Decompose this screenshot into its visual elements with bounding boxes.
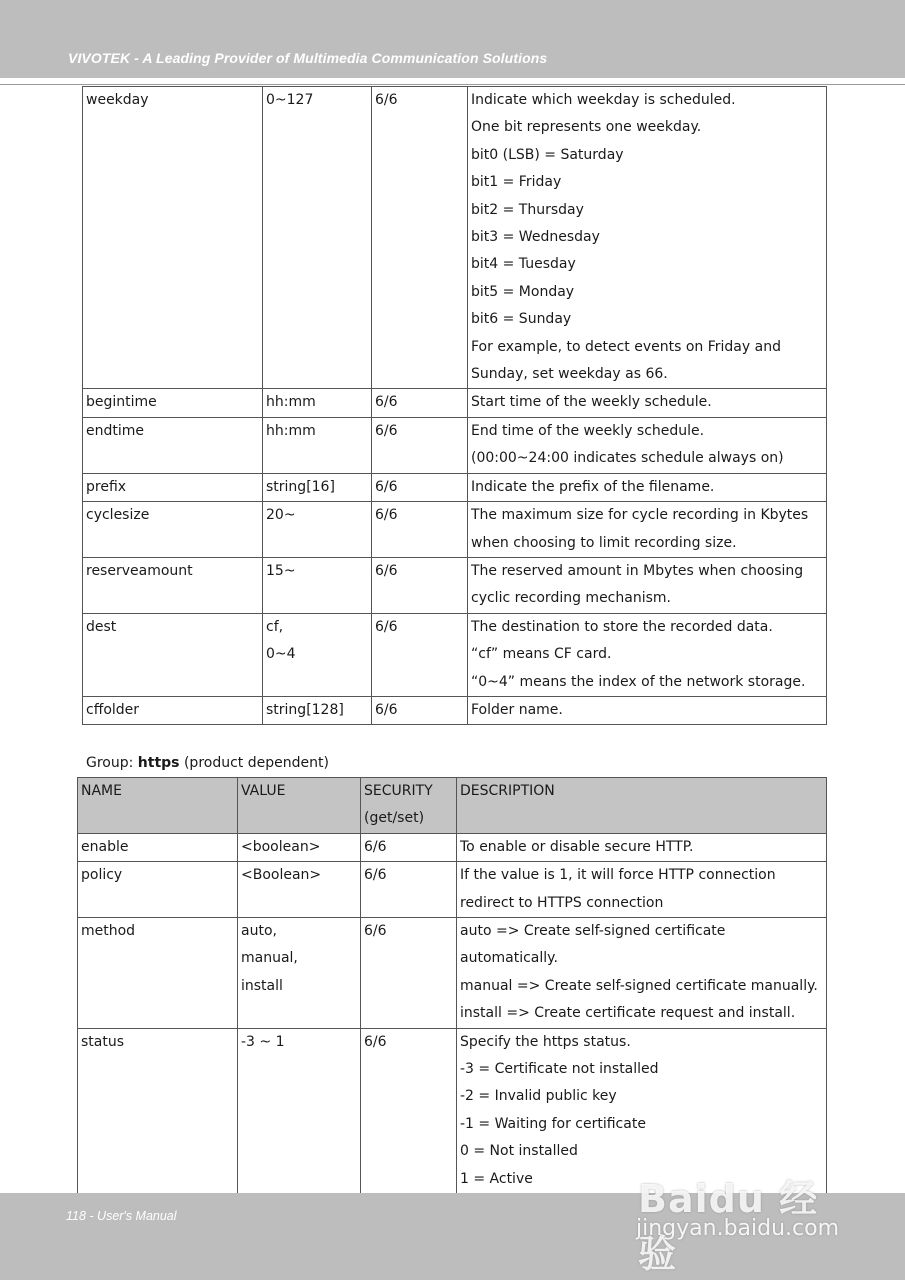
name-cell — [78, 862, 238, 918]
name-cell — [83, 87, 263, 389]
name-cell-text: dest — [86, 618, 117, 635]
table-row — [78, 862, 827, 918]
description-cell-line: The reserved amount in Mbytes when choosing — [471, 562, 804, 579]
value-cell — [238, 918, 361, 1029]
description-cell-line: (00:00~24:00 indicates schedule always on) — [471, 450, 784, 467]
security-cell — [372, 613, 468, 696]
security-cell-text: 6/6 — [375, 562, 398, 579]
table-row — [83, 557, 827, 613]
name-cell — [78, 833, 238, 861]
security-cell-text: 6/6 — [375, 422, 398, 439]
table-row — [78, 918, 827, 1029]
description-cell — [468, 502, 827, 558]
description-cell-line: Specify the https status. — [460, 1033, 631, 1050]
group-suffix: (product dependent) — [179, 755, 329, 771]
watermark-url: jingyan.baidu.com — [636, 1216, 840, 1241]
security-cell — [372, 417, 468, 473]
description-cell — [468, 473, 827, 501]
description-cell-line: Indicate which weekday is scheduled. — [471, 92, 736, 108]
security-cell-text: 6/6 — [364, 867, 387, 884]
value-cell-line: string[128] — [266, 701, 344, 718]
security-cell-text: 6/6 — [375, 507, 398, 524]
security-cell — [361, 918, 457, 1029]
security-cell — [361, 833, 457, 861]
description-cell-line: bit6 = Sunday — [471, 311, 572, 328]
name-cell-text: weekday — [86, 92, 149, 108]
security-cell — [372, 502, 468, 558]
value-cell — [263, 502, 372, 558]
name-cell — [78, 1028, 238, 1193]
value-cell-line: manual, — [241, 950, 298, 967]
table-row — [78, 833, 827, 861]
security-cell-text: 6/6 — [375, 394, 398, 411]
value-cell — [263, 613, 372, 696]
name-cell — [83, 502, 263, 558]
name-cell-text: cffolder — [86, 701, 140, 718]
value-cell-line: 15~ — [266, 562, 296, 579]
security-cell — [361, 1028, 457, 1193]
value-cell — [238, 1028, 361, 1193]
table-row — [83, 473, 827, 501]
description-cell-line: Folder name. — [471, 701, 563, 718]
description-cell-line: -3 = Certificate not installed — [460, 1061, 659, 1078]
header-divider — [0, 84, 905, 85]
description-cell-line: One bit represents one weekday. — [471, 119, 702, 136]
header-security-sub: (get/set) — [364, 810, 425, 827]
name-cell — [78, 918, 238, 1029]
description-cell-line: Sunday, set weekday as 66. — [471, 366, 668, 383]
header-description — [457, 778, 827, 834]
value-cell — [238, 833, 361, 861]
name-cell-text: enable — [81, 838, 129, 855]
header-value — [238, 778, 361, 834]
description-cell-line: The maximum size for cycle recording in Kbytes — [471, 507, 809, 524]
value-cell — [263, 389, 372, 417]
description-cell-line: End time of the weekly schedule. — [471, 422, 705, 439]
description-cell-line: “0~4” means the index of the network storage. — [471, 673, 806, 690]
group-prefix: Group: — [86, 755, 138, 771]
name-cell-text: status — [81, 1033, 125, 1050]
value-cell-line: 20~ — [266, 507, 296, 524]
table-row — [83, 613, 827, 696]
table-row — [83, 502, 827, 558]
security-cell-text: 6/6 — [364, 1033, 387, 1050]
name-cell — [83, 696, 263, 724]
description-cell-line: bit0 (LSB) = Saturday — [471, 146, 624, 163]
security-cell — [361, 862, 457, 918]
header-security — [361, 778, 457, 834]
value-cell-line: <boolean> — [241, 838, 321, 855]
group-label — [86, 752, 329, 774]
description-cell-line: bit4 = Tuesday — [471, 256, 576, 273]
header-name — [78, 778, 238, 834]
value-cell-line: string[16] — [266, 478, 335, 495]
group-name: https — [137, 755, 180, 771]
name-cell-text: prefix — [86, 478, 127, 495]
name-cell-text: method — [81, 923, 136, 940]
description-cell-line: 0 = Not installed — [460, 1143, 578, 1160]
security-cell-text: 6/6 — [375, 618, 398, 635]
description-cell — [468, 389, 827, 417]
description-cell-line: auto => Create self-signed certificate — [460, 923, 726, 940]
description-cell-line: automatically. — [460, 950, 558, 967]
value-cell — [263, 557, 372, 613]
description-cell — [457, 862, 827, 918]
description-cell — [468, 557, 827, 613]
description-cell — [468, 417, 827, 473]
security-cell — [372, 696, 468, 724]
header-security-label: SECURITY — [364, 783, 433, 799]
name-cell-text: reserveamount — [86, 562, 193, 579]
description-cell — [468, 613, 827, 696]
description-cell-line: 1 = Active — [460, 1170, 533, 1187]
value-cell-line: auto, — [241, 923, 277, 940]
description-cell-line: install => Create certificate request and install. — [460, 1005, 796, 1022]
description-cell-line: -1 = Waiting for certificate — [460, 1115, 646, 1132]
security-cell — [372, 557, 468, 613]
value-cell — [263, 696, 372, 724]
security-cell-text: 6/6 — [375, 701, 398, 718]
value-cell — [238, 862, 361, 918]
value-cell — [263, 87, 372, 389]
table-row — [83, 417, 827, 473]
description-cell — [457, 918, 827, 1029]
baidu-watermark — [630, 1140, 850, 1276]
header-description-label: DESCRIPTION — [460, 783, 555, 799]
description-cell-line: “cf” means CF card. — [471, 646, 612, 663]
header-value-label: VALUE — [241, 783, 286, 799]
table-header-row — [78, 778, 827, 834]
value-cell-line: cf, — [266, 618, 284, 635]
name-cell — [83, 473, 263, 501]
page-header-title: VIVOTEK - A Leading Provider of Multimedia Communication Solutions — [68, 50, 548, 66]
value-cell-line: -3 ~ 1 — [241, 1033, 285, 1050]
table-row — [83, 87, 827, 389]
security-cell-text: 6/6 — [364, 923, 387, 940]
table-body — [83, 87, 827, 725]
description-cell-line: The destination to store the recorded data. — [471, 618, 773, 635]
security-cell — [372, 473, 468, 501]
name-cell — [83, 389, 263, 417]
description-cell-line: when choosing to limit recording size. — [471, 534, 737, 551]
name-cell-text: policy — [81, 867, 123, 884]
description-cell-line: Start time of the weekly schedule. — [471, 394, 712, 411]
description-cell-line: cyclic recording mechanism. — [471, 590, 671, 607]
description-cell-line: To enable or disable secure HTTP. — [460, 838, 694, 855]
value-cell — [263, 417, 372, 473]
description-cell-line: manual => Create self-signed certificate manually. — [460, 977, 818, 994]
parameter-table-recording — [82, 86, 827, 725]
description-cell-line: bit5 = Monday — [471, 283, 575, 300]
security-cell — [372, 87, 468, 389]
value-cell-line: <Boolean> — [241, 867, 322, 884]
value-cell-line: install — [241, 977, 283, 994]
value-cell-line: hh:mm — [266, 394, 316, 411]
description-cell-line: bit1 = Friday — [471, 174, 562, 191]
security-cell-text: 6/6 — [375, 92, 398, 108]
security-cell-text: 6/6 — [375, 478, 398, 495]
description-cell — [468, 87, 827, 389]
description-cell-line: bit2 = Thursday — [471, 201, 584, 218]
description-cell-line: bit3 = Wednesday — [471, 229, 600, 246]
value-cell — [263, 473, 372, 501]
security-cell — [372, 389, 468, 417]
description-cell-line: redirect to HTTPS connection — [460, 894, 664, 911]
name-cell-text: endtime — [86, 422, 145, 439]
header-name-label: NAME — [81, 783, 122, 799]
description-cell — [468, 696, 827, 724]
description-cell-line: If the value is 1, it will force HTTP connection — [460, 867, 776, 884]
value-cell-line: 0~127 — [266, 92, 314, 108]
name-cell — [83, 613, 263, 696]
name-cell — [83, 417, 263, 473]
description-cell-line: -2 = Invalid public key — [460, 1088, 617, 1105]
page-number-label: 118 - User's Manual — [66, 1209, 177, 1223]
description-cell-line: Indicate the prefix of the filename. — [471, 478, 715, 495]
table-row — [83, 389, 827, 417]
value-cell-line: 0~4 — [266, 646, 296, 663]
name-cell — [83, 557, 263, 613]
description-cell — [457, 833, 827, 861]
table-row — [83, 696, 827, 724]
value-cell-line: hh:mm — [266, 422, 316, 439]
security-cell-text: 6/6 — [364, 838, 387, 855]
name-cell-text: begintime — [86, 394, 157, 411]
description-cell-line: For example, to detect events on Friday and — [471, 338, 781, 355]
watermark-brand: Baidu 经验 — [638, 1177, 819, 1276]
parameter-table-https — [77, 777, 827, 1194]
name-cell-text: cyclesize — [86, 507, 150, 524]
page-header-band — [0, 0, 905, 78]
